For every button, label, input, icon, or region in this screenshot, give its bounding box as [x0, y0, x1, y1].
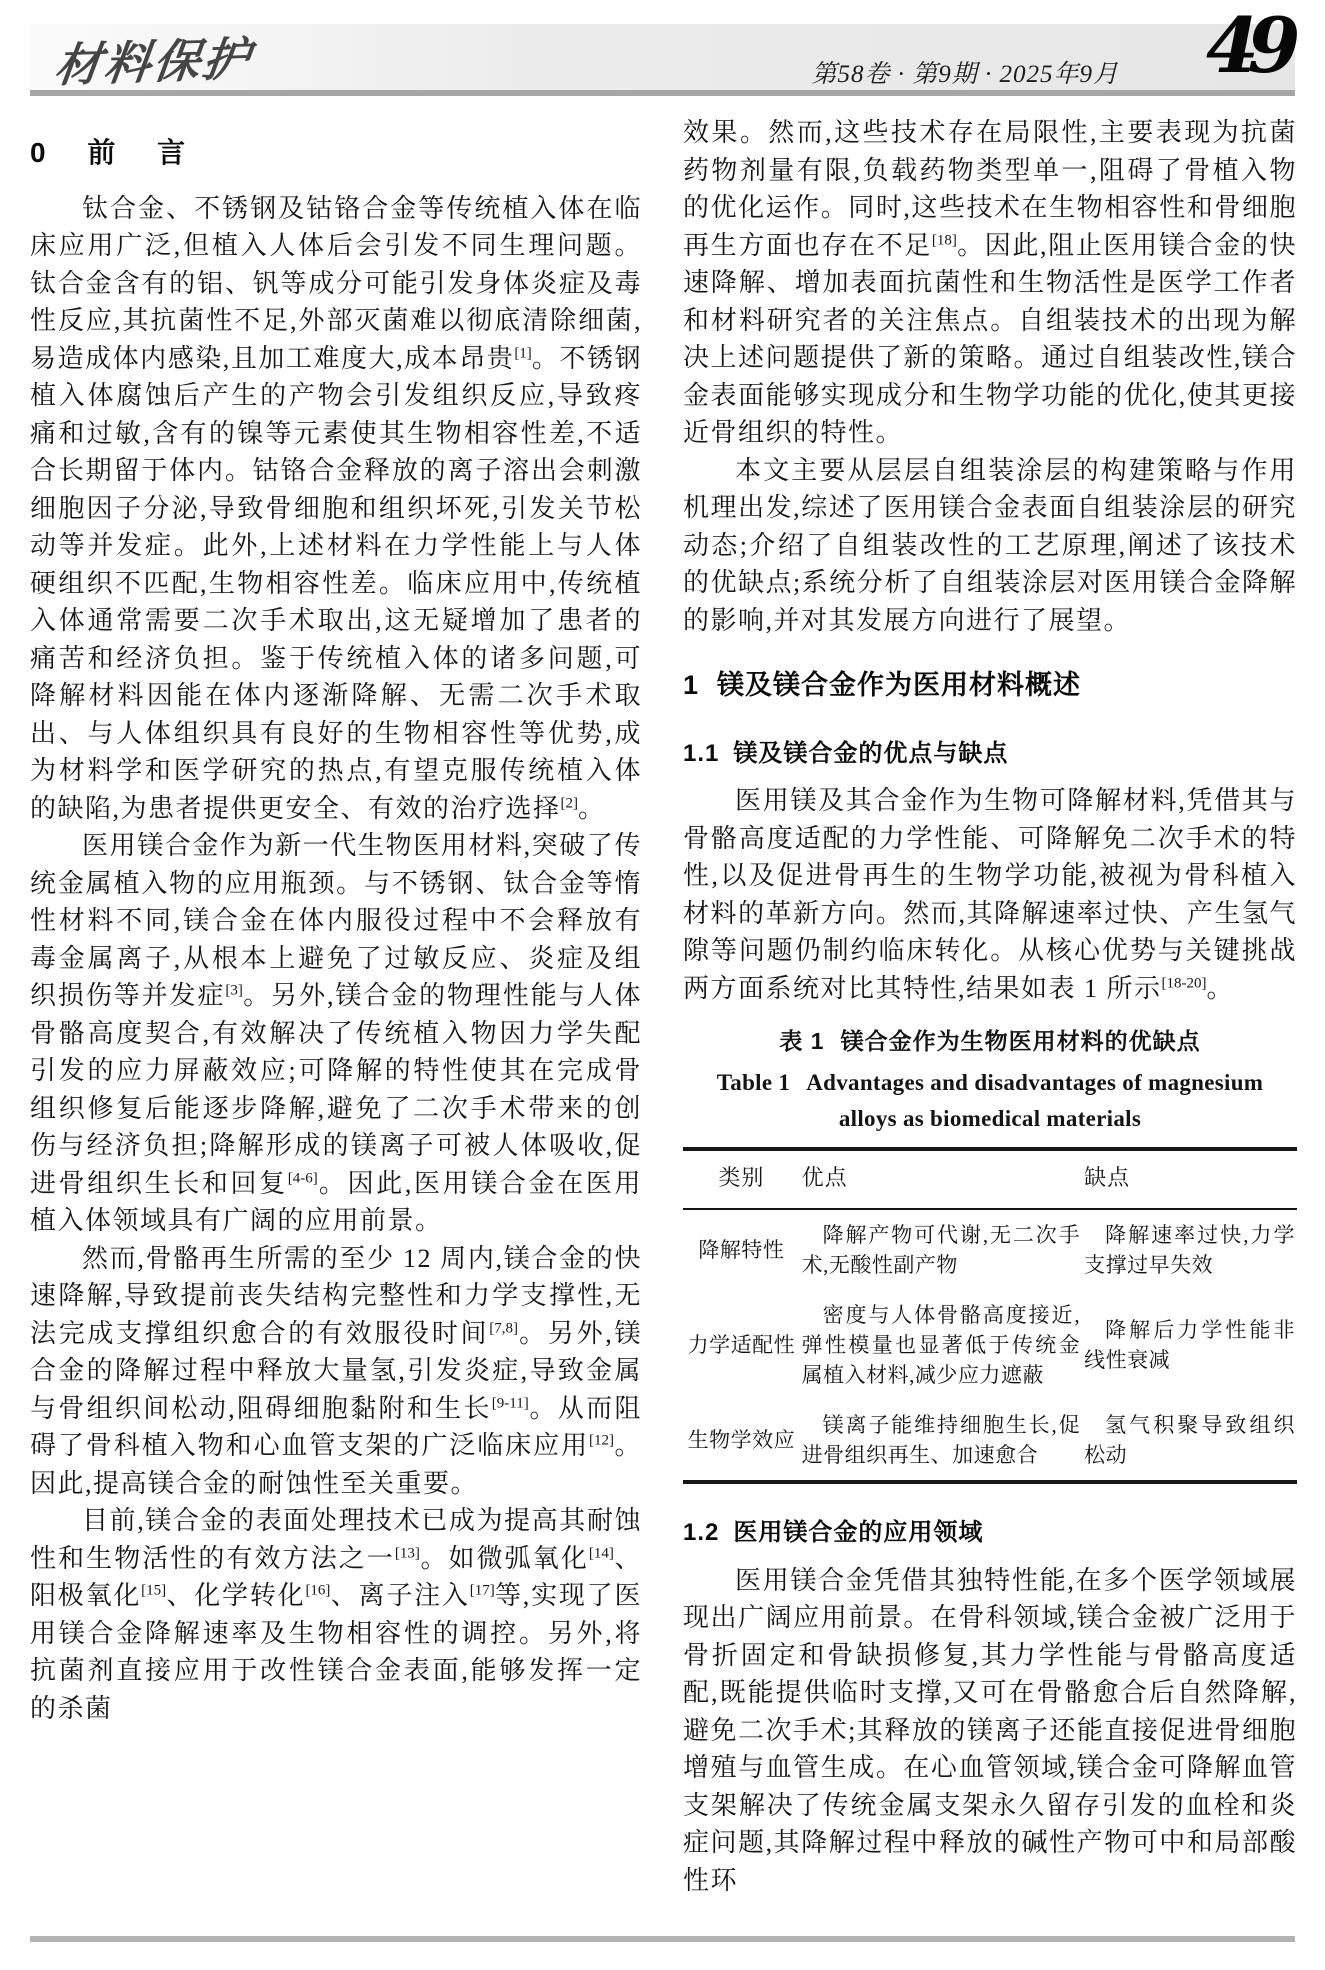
- table-row: [683, 1209, 1297, 1290]
- table-caption-en-label: Table 1: [716, 1069, 791, 1095]
- table-cell: 降解速率过快,力学支撑过早失效: [1084, 1223, 1295, 1277]
- table-header-row: [683, 1149, 1297, 1210]
- table-cell: 降解产物可代谢,无二次手术,无酸性副产物: [801, 1223, 1081, 1277]
- subsection-1-2-heading: [683, 1514, 1297, 1552]
- footer-rule: [30, 1936, 1295, 1942]
- subsection-1-1-title: 镁及镁合金的优点与缺点: [733, 739, 1009, 767]
- subsection-1-1-number: 1.1: [683, 739, 720, 767]
- table-header-disadvantages: 缺点: [1082, 1149, 1297, 1210]
- table-cell: 密度与人体骨骼高度接近,弹性模量也显著低于传统金属植入材料,减少应力遮蔽: [801, 1303, 1081, 1387]
- journal-logo: 材料保护: [51, 31, 256, 93]
- table-cell: 氢气积聚导致组织松动: [1084, 1413, 1295, 1467]
- table-caption-en: [683, 1065, 1297, 1137]
- section-1-heading: [683, 667, 1297, 705]
- paragraph-continuation: 效果。然而,这些技术存在局限性,主要表现为抗菌药物剂量有限,负载药物类型单一,阻碍了骨植入物的优化运作。同时,这些技术在生物相容性和骨细胞再生方面也存在不足[18]。因此,阻止医用镁合金的快速降解、增加表面抗菌性和生物活性是医学工作者和材料研究者的关注焦点。自组装技术的出现为解决上述问题提供了新的策略。通过自组装改性,镁合金表面能够实现成分和生物学功能的优化,使其更接近骨组织的特性。: [683, 118, 1297, 447]
- paragraph-intro-3: 然而,骨骼再生所需的至少 12 周内,镁合金的快速降解,导致提前丧失结构完整性和力学支撑性,无法完成支撑组织愈合的有效服役时间[7,8]。另外,镁合金的降解过程中释放大量氢,引发炎症,导致金属与骨组织间松动,阻碍细胞黏附和生长[9-11]。从而阻碍了骨科植入物和心血管支架的广泛临床应用[12]。因此,提高镁合金的耐蚀性至关重要。: [30, 1243, 642, 1498]
- table-cell: 生物学效应: [687, 1428, 796, 1452]
- paragraph-intro-4: 目前,镁合金的表面处理技术已成为提高其耐蚀性和生物活性的有效方法之一[13]。如微弧氧化[14]、阳极氧化[15]、化学转化[16]、离子注入[17]等,实现了医用镁合金降解速率及生物相容性的调控。另外,将抗菌剂直接应用于改性镁合金表面,能够发挥一定的杀菌: [30, 1506, 642, 1723]
- preface-heading: 0 前 言: [30, 137, 188, 168]
- table-row: [683, 1290, 1297, 1400]
- table-caption-en-text: Advantages and disadvantages of magnesium: [806, 1069, 1264, 1095]
- page-number: 49: [1206, 1, 1289, 90]
- paragraph-intro-1: 钛合金、不锈钢及钴铬合金等传统植入体在临床应用广泛,但植入人体后会引发不同生理问题。钛合金含有的铝、钒等成分可能引发身体炎症及毒性反应,其抗菌性不足,外部灭菌难以彻底清除细菌,易造成体内感染,且加工难度大,成本昂贵[1]。不锈钢植入体腐蚀后产生的产物会引发组织反应,导致疼痛和过敏,含有的镍等元素使其生物相容性差,不适合长期留于体内。钴铬合金释放的离子溶出会刺激细胞因子分泌,导致骨细胞和组织坏死,引发关节松动等并发症。此外,上述材料在力学性能上与人体硬组织不匹配,生物相容性差。临床应用中,传统植入体通常需要二次手术取出,这无疑增加了患者的痛苦和经济负担。鉴于传统植入体的诸多问题,可降解材料因能在体内逐渐降解、无需二次手术取出、与人体组织具有良好的生物相容性等优势,成为材料学和医学研究的热点,有望克服传统植入体的缺陷,为患者提供更安全、有效的治疗选择[2]。: [30, 193, 642, 823]
- paragraph-1-1: 医用镁及其合金作为生物可降解材料,凭借其与骨骼高度适配的力学性能、可降解免二次手术的特性,以及促进骨再生的生物学功能,被视为骨科植入材料的革新方向。然而,其降解速率过快、产生氢气隙等问题仍制约临床转化。从核心优势与关键挑战两方面系统对比其特性,结果如表 1 所示[18-20]。: [683, 786, 1297, 1003]
- paragraph-overview: 本文主要从层层自组装涂层的构建策略与作用机理出发,综述了医用镁合金表面自组装涂层的研究动态;介绍了自组装改性的工艺原理,阐述了该技术的优缺点;系统分析了自组装涂层对医用镁合金降解的影响,并对其发展方向进行了展望。: [683, 455, 1297, 635]
- section-1-number: 1: [683, 670, 700, 700]
- advantages-disadvantages-table: [683, 1147, 1297, 1485]
- section-1-title: 镁及镁合金作为医用材料概述: [717, 670, 1082, 700]
- paragraph-1-2: 医用镁合金凭借其独特性能,在多个医学领域展现出广阔应用前景。在骨科领域,镁合金被广泛用于骨折固定和骨缺损修复,其力学性能与骨骼高度适配,既能提供临时支撑,又可在骨骼愈合后自然降解,避免二次手术;其释放的镁离子还能直接促进骨细胞增殖与血管生成。在心血管领域,镁合金可降解血管支架解决了传统金属支架永久留存引发的血栓和炎症问题,其降解过程中释放的碱性产物可中和局部酸性环: [683, 1565, 1297, 1895]
- table-cell: 镁离子能维持细胞生长,促进骨组织再生、加速愈合: [801, 1413, 1081, 1467]
- subsection-1-1-heading: [683, 735, 1297, 773]
- table-header-advantages: 优点: [800, 1149, 1082, 1210]
- table-caption-en-line2: alloys as biomedical materials: [838, 1105, 1142, 1131]
- table-caption-zh-label: 表 1: [779, 1028, 825, 1054]
- subsection-1-2-title: 医用镁合金的应用领域: [733, 1519, 984, 1546]
- table-row: [683, 1400, 1297, 1482]
- table-cell: 力学适配性: [687, 1333, 796, 1357]
- journal-header: [30, 1, 1295, 96]
- left-column: [30, 108, 642, 1727]
- table-caption-zh: [683, 1023, 1297, 1061]
- subsection-1-2-number: 1.2: [683, 1519, 720, 1546]
- table-caption-zh-text: 镁合金作为生物医用材料的优缺点: [840, 1028, 1201, 1054]
- table-cell: 降解后力学性能非线性衰减: [1084, 1318, 1295, 1372]
- table-cell: 降解特性: [698, 1238, 785, 1262]
- table-header-category: 类别: [683, 1149, 800, 1210]
- journal-issue-info: 第58卷 · 第9期 · 2025年9月: [811, 61, 1119, 88]
- table-caption-en-line1: [683, 1065, 1297, 1101]
- paragraph-intro-2: 医用镁合金作为新一代生物医用材料,突破了传统金属植入物的应用瓶颈。与不锈钢、钛合金等惰性材料不同,镁合金在体内服役过程中不会释放有毒金属离子,从根本上避免了过敏反应、炎症及组织损伤等并发症[3]。另外,镁合金的物理性能与人体骨骼高度契合,有效解决了传统植入物因力学失配引发的应力屏蔽效应;可降解的特性使其在完成骨组织修复后能逐步降解,避免了二次手术带来的创伤与经济负担;降解形成的镁离子可被人体吸收,促进骨组织生长和回复[4-6]。因此,医用镁合金在医用植入体领域具有广阔的应用前景。: [30, 831, 642, 1235]
- right-column: [683, 108, 1297, 1899]
